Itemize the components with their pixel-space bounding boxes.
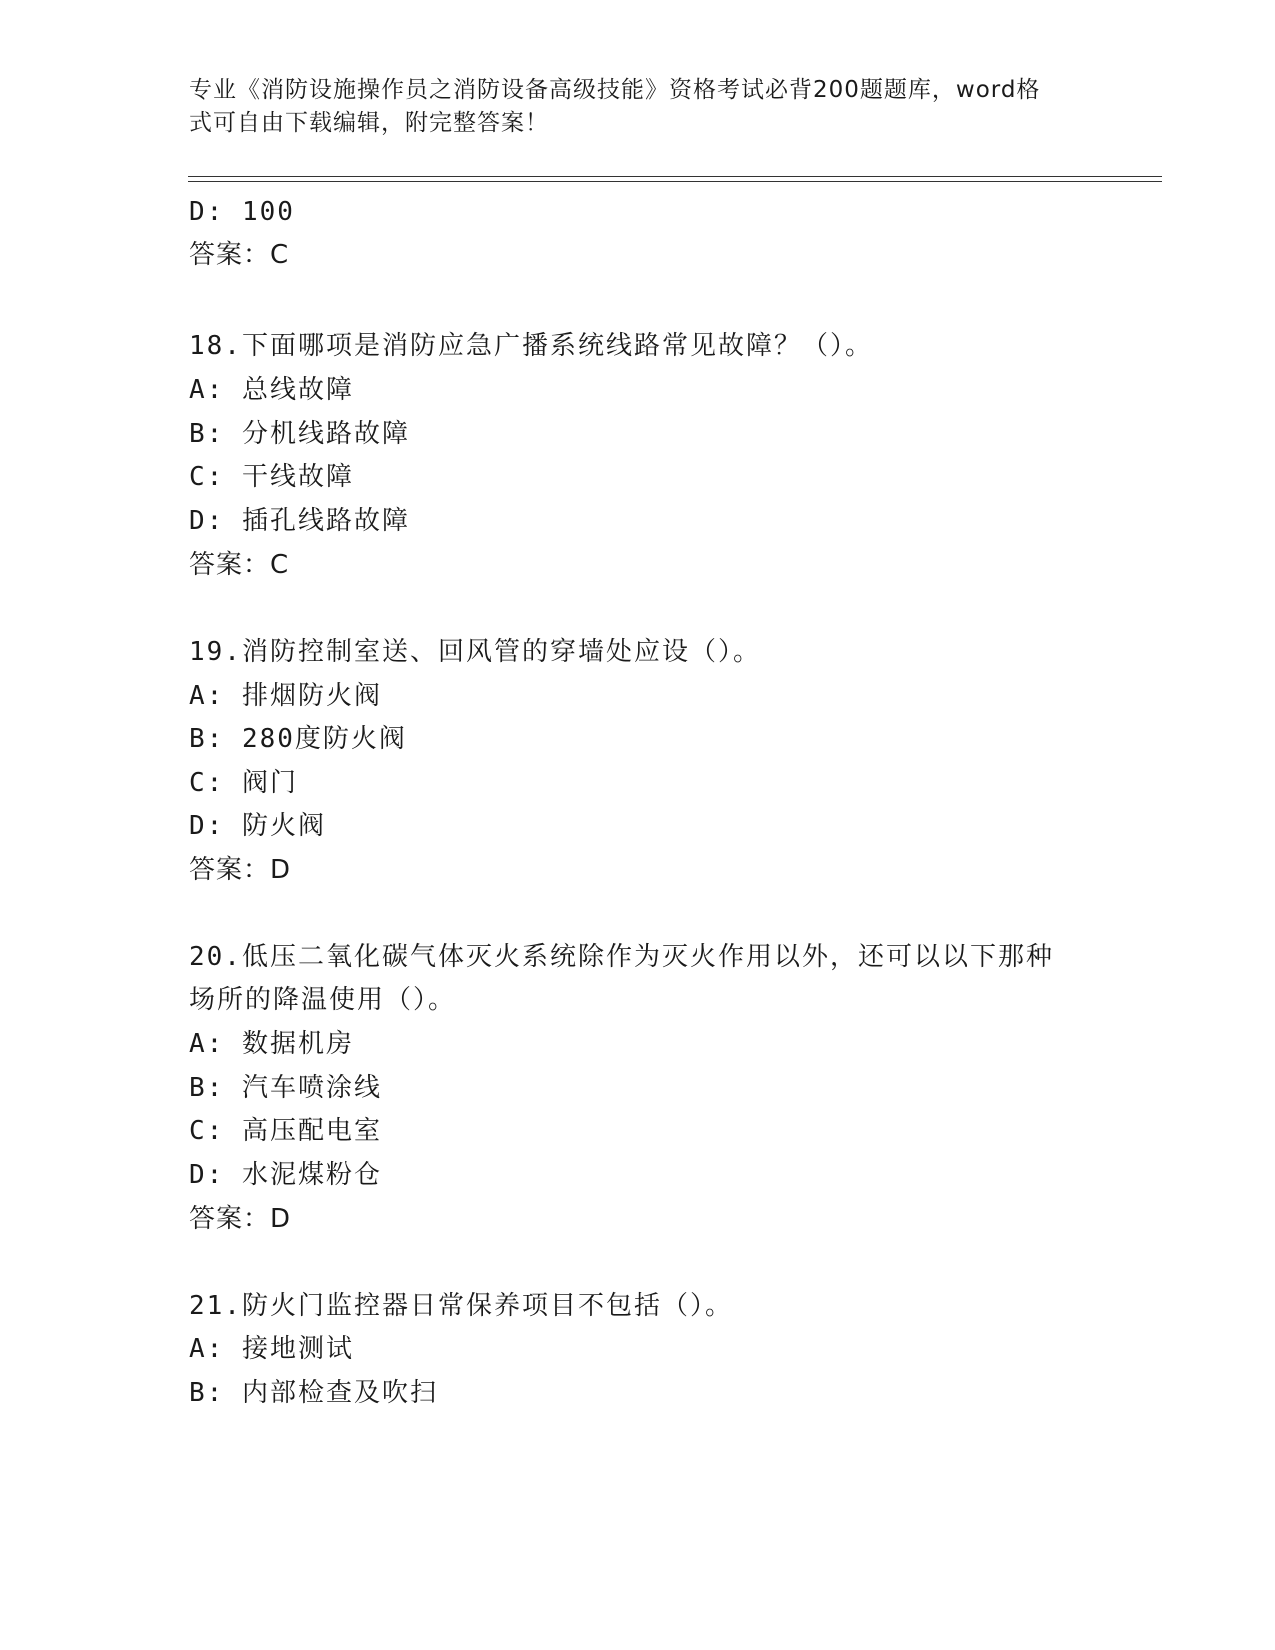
question-20-option-c: C: 高压配电室	[189, 1116, 382, 1146]
question-19-option-d: D: 防火阀	[189, 811, 326, 841]
header-divider-top	[188, 176, 1162, 177]
header-line-2: 式可自由下载编辑，附完整答案！	[189, 110, 549, 136]
question-18-option-a: A: 总线故障	[189, 375, 354, 405]
header-line-1: 专业《消防设施操作员之消防设备高级技能》资格考试必背200题题库，word格	[189, 77, 1041, 103]
question-20-option-b: B: 汽车喷涂线	[189, 1073, 382, 1103]
document-header	[189, 74, 1089, 140]
question-20-option-a: A: 数据机房	[189, 1029, 354, 1059]
question-19-option-b: B: 280度防火阀	[189, 724, 407, 754]
question-20-option-d: D: 水泥煤粉仓	[189, 1160, 382, 1190]
question-19-answer: 答案：D	[189, 855, 292, 885]
question-19-option-a: A: 排烟防火阀	[189, 681, 382, 711]
prev-option-d: D: 100	[189, 197, 295, 227]
question-18-answer: 答案：C	[189, 550, 290, 580]
header-divider-bottom	[188, 181, 1162, 182]
question-20-stem-line-2: 场所的降温使用（）。	[189, 985, 457, 1015]
question-19-stem: 19.消防控制室送、回风管的穿墙处应设（）。	[189, 637, 761, 667]
question-18-option-b: B: 分机线路故障	[189, 419, 410, 449]
question-18-option-d: D: 插孔线路故障	[189, 506, 410, 536]
question-20-answer: 答案：D	[189, 1204, 292, 1234]
question-18-stem: 18.下面哪项是消防应急广播系统线路常见故障？（）。	[189, 331, 873, 361]
question-20-stem-line-1: 20.低压二氧化碳气体灭火系统除作为灭火作用以外，还可以以下那种	[189, 942, 1054, 972]
question-21-option-a: A: 接地测试	[189, 1334, 354, 1364]
question-21-option-b: B: 内部检查及吹扫	[189, 1378, 438, 1408]
question-19-option-c: C: 阀门	[189, 768, 298, 798]
question-18-option-c: C: 干线故障	[189, 462, 354, 492]
question-21-stem: 21.防火门监控器日常保养项目不包括（）。	[189, 1291, 733, 1321]
prev-answer: 答案：C	[189, 240, 290, 270]
